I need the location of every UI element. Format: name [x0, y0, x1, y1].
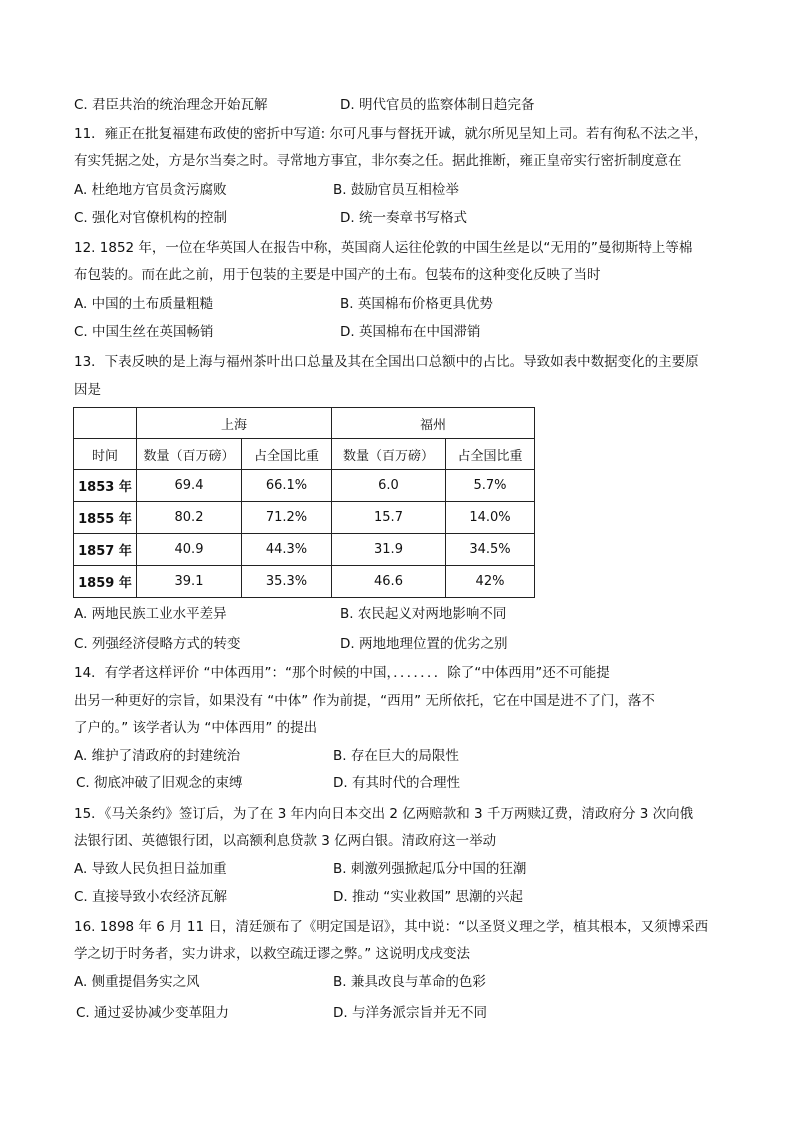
- cell-fz-quantity: 46.6: [332, 566, 446, 598]
- cell-year: 1857 年: [74, 534, 137, 566]
- cell-fz-quantity: 6.0: [332, 470, 446, 502]
- q11-stem-line-1: 11．雍正在批复福建布政使的密折中写道: 尔可凡事与督抚开诚，就尔所见呈知上司。若有徇私不法之半，: [74, 126, 708, 142]
- q16-option-b: B. 兼具改良与革命的色彩: [333, 974, 486, 990]
- cell-sh-quantity: 39.1: [137, 566, 242, 598]
- cell-sh-quantity: 69.4: [137, 470, 242, 502]
- cell-sh-share: 44.3%: [242, 534, 332, 566]
- q12-option-b: B. 英国棉布价格更具优势: [340, 296, 493, 312]
- q11-option-a: A. 杜绝地方官员贪污腐败: [74, 182, 227, 198]
- q11-option-b: B. 鼓励官员互相检举: [333, 182, 459, 198]
- cell-fz-share: 14.0%: [446, 502, 535, 534]
- q16-option-d: D. 与洋务派宗旨并无不同: [333, 1005, 487, 1021]
- q14-stem-line-1: 14．有学者这样评价 “中体西用”：“那个时候的中国，．．．．．．．除了“中体西用”还不可能提: [74, 665, 610, 681]
- cell-year: 1855 年: [74, 502, 137, 534]
- q15-option-a: A. 导致人民负担日益加重: [74, 861, 227, 877]
- q11-stem-line-2: 有实凭据之处，方是尔当奏之时。寻常地方事宜，非尔奏之任。据此推断，雍正皇帝实行密折制度意在: [74, 153, 682, 169]
- q15-option-d: D. 推动 “实业救国” 思潮的兴起: [333, 889, 524, 905]
- q13-stem-line-1: 13．下表反映的是上海与福州茶叶出口总量及其在全国出口总额中的占比。导致如表中数据变化的主要原: [74, 354, 699, 370]
- group-header-fuzhou: 福州: [332, 408, 535, 439]
- cell-year: 1853 年: [74, 470, 137, 502]
- q13-option-b: B. 农民起义对两地影响不同: [340, 606, 507, 622]
- cell-year: 1859 年: [74, 566, 137, 598]
- cell-sh-share: 66.1%: [242, 470, 332, 502]
- col-header-fz-share: 占全国比重: [446, 439, 535, 470]
- q16-option-c: C. 通过妥协减少变革阻力: [76, 1005, 230, 1021]
- cell-sh-quantity: 80.2: [137, 502, 242, 534]
- q10-option-d: D. 明代官员的监察体制日趋完备: [340, 97, 535, 113]
- q16-stem-line-1: 16. 1898 年 6 月 11 日，清廷颁布了《明定国是诏》，其中说：“以圣贤义理之学，植其根本，又须博采西: [74, 919, 709, 935]
- cell-sh-share: 71.2%: [242, 502, 332, 534]
- cell-fz-quantity: 31.9: [332, 534, 446, 566]
- table-corner-cell: [74, 408, 137, 439]
- col-header-sh-share: 占全国比重: [242, 439, 332, 470]
- cell-fz-share: 34.5%: [446, 534, 535, 566]
- cell-fz-share: 42%: [446, 566, 535, 598]
- q14-option-a: A. 维护了清政府的封建统治: [74, 748, 241, 764]
- q15-stem-line-1: 15．《马关条约》签订后，为了在 3 年内向日本交出 2 亿两赔款和 3 千万两赎辽费，清政府分 3 次向俄: [74, 806, 694, 822]
- table-row: [74, 502, 535, 534]
- q14-stem-line-3: 了户的。” 该学者认为 “中体西用” 的提出: [74, 720, 318, 736]
- table-row: [74, 470, 535, 502]
- q12-option-d: D. 英国棉布在中国滞销: [340, 324, 481, 340]
- q11-option-c: C. 强化对官僚机构的控制: [74, 210, 228, 226]
- table-row: [74, 534, 535, 566]
- cell-fz-share: 5.7%: [446, 470, 535, 502]
- q15-option-b: B. 刺激列强掀起瓜分中国的狂潮: [333, 861, 527, 877]
- q12-stem-line-2: 布包装的。而在此之前，用于包装的主要是中国产的土布。包装布的这种变化反映了当时: [74, 267, 601, 283]
- q14-option-d: D. 有其时代的合理性: [333, 775, 460, 791]
- col-header-fz-quantity: 数量（百万磅）: [332, 439, 446, 470]
- q16-stem-line-2: 学之切于时务者，实力讲求，以救空疏迂谬之弊。” 这说明戊戌变法: [74, 946, 471, 962]
- col-header-sh-quantity: 数量（百万磅）: [137, 439, 242, 470]
- q14-option-b: B. 存在巨大的局限性: [333, 748, 459, 764]
- table-column-header-row: [74, 439, 535, 470]
- q10-option-c: C. 君臣共治的统治理念开始瓦解: [74, 97, 268, 113]
- table-group-header-row: [74, 408, 535, 439]
- q12-option-a: A. 中国的土布质量粗糙: [74, 296, 214, 312]
- q15-option-c: C. 直接导致小农经济瓦解: [74, 889, 228, 905]
- q13-option-d: D. 两地地理位置的优劣之别: [340, 636, 508, 652]
- q13-option-c: C. 列强经济侵略方式的转变: [74, 636, 241, 652]
- q12-stem-line-1: 12. 1852 年，一位在华英国人在报告中称，英国商人运往伦敦的中国生丝是以“无用的”曼彻斯特上等棉: [74, 240, 693, 256]
- table-row: [74, 566, 535, 598]
- cell-sh-quantity: 40.9: [137, 534, 242, 566]
- q12-option-c: C. 中国生丝在英国畅销: [74, 324, 214, 340]
- q14-option-c: C. 彻底冲破了旧观念的束缚: [76, 775, 243, 791]
- col-header-time: 时间: [74, 439, 137, 470]
- q13-stem-line-2: 因是: [74, 382, 101, 398]
- tea-export-table: [73, 407, 535, 598]
- cell-sh-share: 35.3%: [242, 566, 332, 598]
- cell-fz-quantity: 15.7: [332, 502, 446, 534]
- q13-option-a: A. 两地民族工业水平差异: [74, 606, 227, 622]
- q14-stem-line-2: 出另一种更好的宗旨，如果没有 “中体” 作为前提，“西用” 无所依托，它在中国是进不了门，落不: [74, 693, 655, 709]
- group-header-shanghai: 上海: [137, 408, 332, 439]
- q15-stem-line-2: 法银行团、英德银行团，以高额利息贷款 3 亿两白银。清政府这一举动: [74, 833, 497, 849]
- q16-option-a: A. 侧重提倡务实之风: [74, 974, 200, 990]
- q11-option-d: D. 统一奏章书写格式: [340, 210, 467, 226]
